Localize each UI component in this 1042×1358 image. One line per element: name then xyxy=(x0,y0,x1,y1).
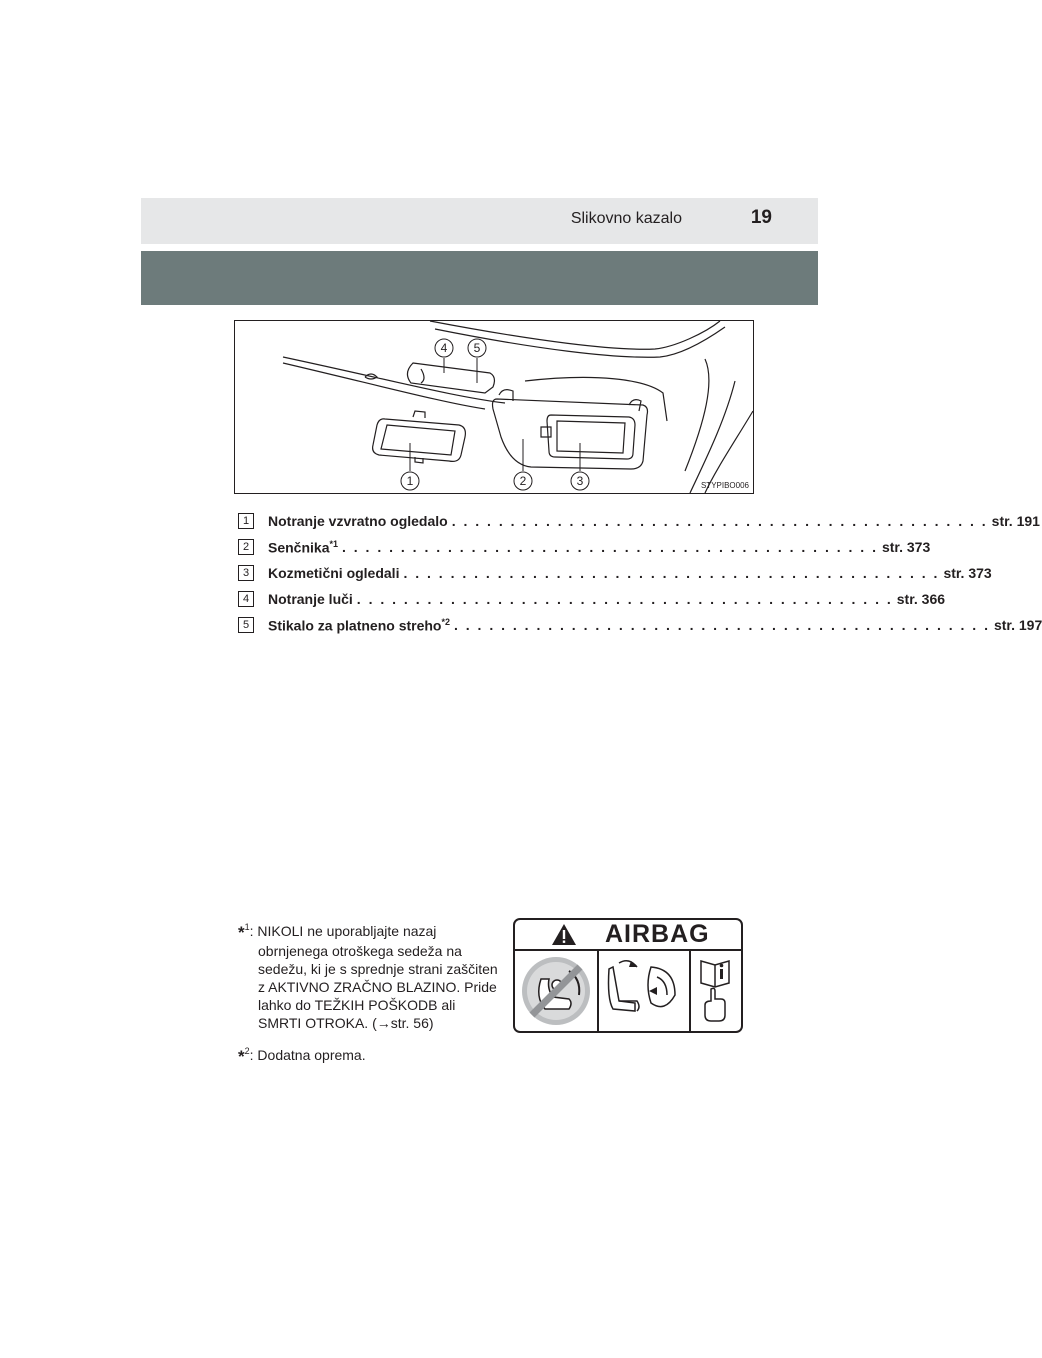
footnote-asterisk: * xyxy=(238,1047,245,1066)
item-label: Senčnika$^{*1}$ xyxy=(268,538,338,556)
no-child-seat-icon xyxy=(515,951,597,1031)
airbag-warning-label xyxy=(513,918,743,1033)
page-reference[interactable]: str. 373 xyxy=(881,539,931,555)
header-band xyxy=(141,251,818,305)
item-label: Kozmetični ogledali xyxy=(268,565,400,581)
page-reference[interactable]: str. 197 xyxy=(993,617,1042,633)
item-label: Notranje luči xyxy=(268,591,353,607)
item-number: 4 xyxy=(238,591,254,607)
seat-airbag-panel xyxy=(599,951,691,1031)
interior-illustration xyxy=(234,320,754,494)
footnote-2-text: : Dodatna oprema. xyxy=(249,1047,366,1063)
callout-label-1: 1 xyxy=(406,474,414,488)
list-item xyxy=(238,586,946,612)
item-number: 2 xyxy=(238,539,254,555)
figure-code: STYPIBO006 xyxy=(700,481,749,490)
footnote-1 xyxy=(238,918,498,1032)
dot-leader: . . . . . . . . . . . . . . . . . . . . . . . . . . . . . . . . . . . . . . . . . . . . . . xyxy=(356,591,893,607)
item-number: 3 xyxy=(238,565,254,581)
list-item xyxy=(238,560,992,586)
footnotes xyxy=(238,918,498,1066)
footnote-1-body: obrnjenega otroškega sedeža na sedežu, ki je s sprednje strani zaščiten z AKTIVNO ZRAČNO BLAZINO. Pride lahko do TEŽKIH POŠKODB ali SMRTI OTROKA. (→str. 56) xyxy=(258,943,498,1031)
list-item xyxy=(238,534,931,560)
item-number: 1 xyxy=(238,513,254,529)
no-child-seat-panel xyxy=(515,951,599,1031)
airbag-label-panels xyxy=(515,951,741,1031)
page-reference[interactable]: str. 366 xyxy=(896,591,946,607)
callout-label-2: 2 xyxy=(519,474,527,488)
item-label: Notranje vzvratno ogledalo xyxy=(268,513,448,529)
dot-leader: . . . . . . . . . . . . . . . . . . . . . . . . . . . . . . . . . . . . . . . . . . . . . . xyxy=(454,617,990,633)
manual-icon xyxy=(691,951,741,1031)
interior-drawing xyxy=(235,321,753,493)
list-item xyxy=(238,508,1040,534)
section-title: Slikovno kazalo xyxy=(570,210,682,227)
warning-triangle-icon xyxy=(551,923,577,946)
page-header xyxy=(141,198,818,244)
list-item xyxy=(238,612,1042,638)
dot-leader: . . . . . . . . . . . . . . . . . . . . . . . . . . . . . . . . . . . . . . . . . . . . . . xyxy=(403,565,940,581)
item-label: Stikalo za platneno streho$^{*2}$ xyxy=(268,616,450,634)
manual-panel xyxy=(691,951,741,1031)
callout-label-4: 4 xyxy=(440,341,448,355)
footnote-number: 1 xyxy=(244,922,250,932)
page-reference[interactable]: str. 373 xyxy=(943,565,992,581)
component-list xyxy=(238,508,1042,638)
page-number: 19 xyxy=(750,207,772,228)
page-reference[interactable]: str. 191 xyxy=(991,513,1040,529)
callout-label-5: 5 xyxy=(473,341,481,355)
footnote-1-first-line: : NIKOLI ne uporabljajte nazaj xyxy=(249,923,437,939)
footnote-asterisk: * xyxy=(238,923,245,942)
footnote-2 xyxy=(238,1042,498,1066)
airbag-title: AIRBAG xyxy=(605,920,710,948)
dot-leader: . . . . . . . . . . . . . . . . . . . . . . . . . . . . . . . . . . . . . . . . . . . . . . xyxy=(342,539,878,555)
airbag-label-header xyxy=(515,920,741,951)
seat-airbag-icon xyxy=(599,951,689,1031)
footnote-ref: *2 xyxy=(441,616,450,627)
callout-label-3: 3 xyxy=(576,474,584,488)
footnote-number: 2 xyxy=(244,1046,250,1056)
dot-leader: . . . . . . . . . . . . . . . . . . . . . . . . . . . . . . . . . . . . . . . . . . . . . . xyxy=(451,513,988,529)
item-number: 5 xyxy=(238,617,254,633)
footnote-ref: *1 xyxy=(329,538,338,549)
